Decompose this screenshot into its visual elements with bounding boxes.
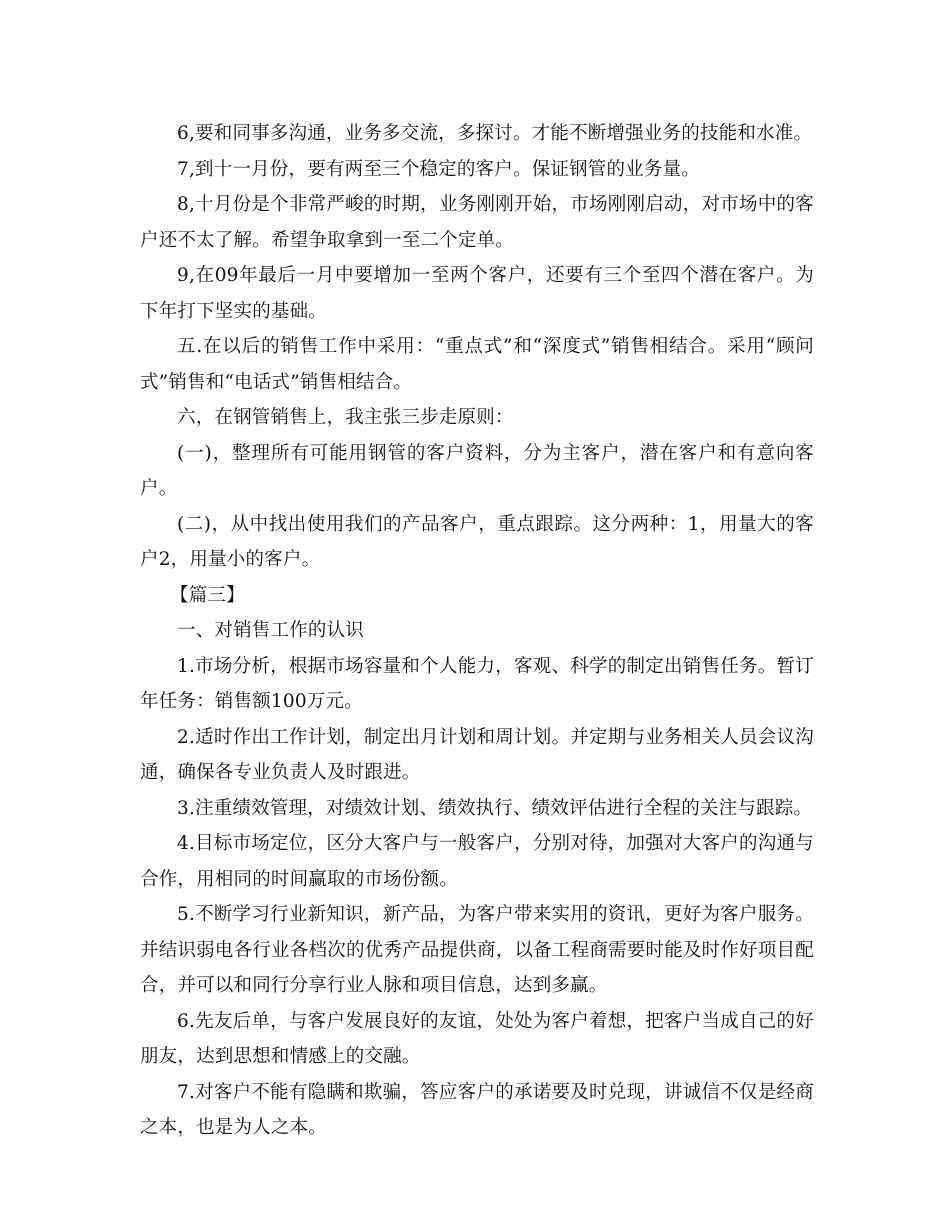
paragraph-point-1: 1.市场分析，根据市场容量和个人能力，客观、科学的制定出销售任务。暂订年任务：销售额100万元。 [140, 655, 814, 712]
paragraph-item-7: 7,到十一月份，要有两至三个稳定的客户。保证钢管的业务量。 [177, 158, 700, 180]
section-heading-part-3: 【篇三】 [170, 584, 245, 606]
paragraph-item-9: 9,在09年最后一月中要增加一至两个客户，还要有三个至四个潜在客户。为下年打下坚实的基础。 [140, 265, 814, 322]
paragraph-point-2: 2.适时作出工作计划，制定出月计划和周计划。并定期与业务相关人员会议沟通，确保各专业负责人及时跟进。 [140, 726, 814, 783]
document-body [140, 116, 814, 1146]
paragraph-step-2: (二)，从中找出使用我们的产品客户，重点跟踪。这分两种：1，用量大的客户2，用量小的客户。 [140, 513, 814, 570]
paragraph-point-7: 7.对客户不能有隐瞒和欺骗，答应客户的承诺要及时兑现，讲诚信不仅是经商之本，也是为人之本。 [140, 1081, 814, 1138]
paragraph-item-8: 8,十月份是个非常严峻的时期，业务刚刚开始，市场刚刚启动，对市场中的客户还不太了解。希望争取拿到一至二个定单。 [140, 194, 814, 251]
paragraph-point-5: 5.不断学习行业新知识，新产品，为客户带来实用的资讯，更好为客户服务。并结识弱电各行业各档次的优秀产品提供商，以备工程商需要时能及时作好项目配合，并可以和同行分享行业人脉和项目信息，达到多赢。 [140, 904, 814, 996]
paragraph-point-4: 4.目标市场定位，区分大客户与一般客户，分别对待，加强对大客户的沟通与合作，用相同的时间赢取的市场份额。 [140, 833, 814, 890]
paragraph-item-6: 6,要和同事多沟通，业务多交流，多探讨。才能不断增强业务的技能和水准。 [177, 123, 813, 144]
paragraph-point-6: 6.先友后单，与客户发展良好的友谊，处处为客户着想，把客户当成自己的好朋友，达到思想和情感上的交融。 [140, 1010, 814, 1067]
paragraph-section-6: 六，在钢管销售上，我主张三步走原则： [177, 407, 514, 428]
section-heading-sales-understanding: 一、对销售工作的认识 [177, 620, 365, 641]
paragraph-point-3: 3.注重绩效管理，对绩效计划、绩效执行、绩效评估进行全程的关注与跟踪。 [177, 797, 813, 819]
paragraph-section-5: 五.在以后的销售工作中采用：“重点式”和“深度式”销售相结合。采用“顾问式”销售和“电话式”销售相结合。 [140, 336, 814, 393]
paragraph-step-1: (一)，整理所有可能用钢管的客户资料，分为主客户，潜在客户和有意向客户。 [140, 442, 814, 499]
